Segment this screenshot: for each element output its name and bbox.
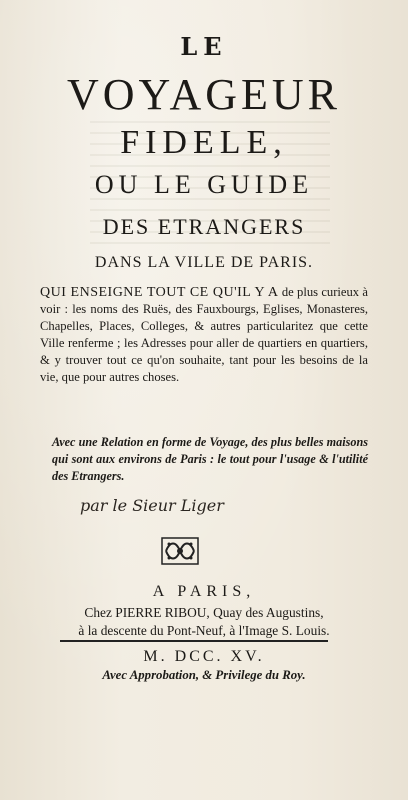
title-ou-le-guide: OU LE GUIDE xyxy=(94,170,314,199)
imprint-publisher xyxy=(0,604,408,640)
imprint-year: M. DCC. XV. xyxy=(143,648,265,665)
title-dans-la-ville: DANS LA VILLE DE PARIS. xyxy=(94,254,314,271)
title-le: LE xyxy=(180,32,228,61)
publisher-line-2: à la descente du Pont-Neuf, à l'Image S. Louis. xyxy=(78,623,330,638)
handwritten-attribution: par le Sieur Liger xyxy=(80,496,224,515)
description-lead: QUI ENSEIGNE TOUT CE QU'IL Y A xyxy=(40,285,279,300)
approbation-line: Avec Approbation, & Privilege du Roy. xyxy=(102,668,306,682)
publisher-line-1: Chez PIERRE RIBOU, Quay des Augustins, xyxy=(84,605,324,620)
description-rest: de plus curieux à voir : les noms des Ruës, des Fauxbourgs, Eglises, Monasteres, Chapelles, Places, Colleges, & autres particularitez que cette Ville renferme ; les Adresses pour aller de quartiers en quartiers, & y trouver tout ce qu'on souhaite, tant pour les besoins de la vie, que pour autres choses. xyxy=(40,285,368,384)
description-paragraph xyxy=(40,284,368,386)
imprint-rule xyxy=(60,640,328,642)
relation-italic-paragraph: Avec une Relation en forme de Voyage, des plus belles maisons qui sont aux environs de Paris : le tout pour l'usage & l'utilité des Etrangers. xyxy=(52,435,368,483)
imprint-place: A PARIS, xyxy=(152,583,256,600)
title-voyageur: VOYAGEUR xyxy=(67,70,341,119)
title-des-etrangers: DES ETRANGERS xyxy=(102,214,306,239)
printer-ornament-icon xyxy=(161,537,199,565)
title-fidele: FIDELE, xyxy=(120,124,288,161)
